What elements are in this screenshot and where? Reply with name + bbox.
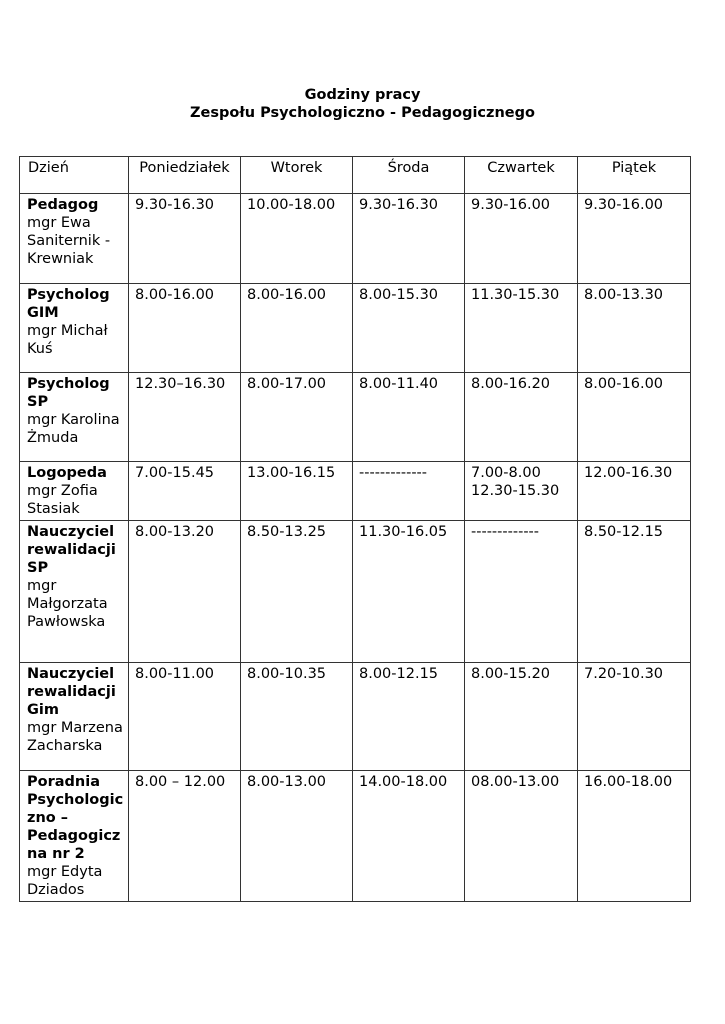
- hours-cell: 9.30-16.00: [465, 194, 578, 284]
- hours-cell: 8.00-12.15: [353, 663, 465, 771]
- hours-cell: 8.00-13.20: [129, 521, 241, 663]
- staff-cell: [20, 771, 129, 902]
- hours-cell: 8.00-13.00: [241, 771, 353, 902]
- hours-cell: 8.00-11.40: [353, 373, 465, 462]
- hours-cell: 8.00-17.00: [241, 373, 353, 462]
- table-row: [20, 771, 691, 902]
- staff-role: Nauczyciel rewalidacji SP: [27, 524, 116, 576]
- title-line-2: Zespołu Psychologiczno - Pedagogicznego: [190, 105, 535, 121]
- hours-cell: 8.00-11.00: [129, 663, 241, 771]
- hours-cell: 8.00-16.00: [578, 373, 691, 462]
- hours-cell: 08.00-13.00: [465, 771, 578, 902]
- hours-cell: 7.00-15.45: [129, 462, 241, 521]
- table-row: [20, 663, 691, 771]
- header-wednesday: Środa: [353, 157, 465, 194]
- hours-cell: 7.20-10.30: [578, 663, 691, 771]
- staff-person: mgr Małgorzata Pawłowska: [27, 578, 108, 630]
- hours-cell: 11.30-16.05: [353, 521, 465, 663]
- hours-cell: 13.00-16.15: [241, 462, 353, 521]
- hours-cell: 8.00-13.30: [578, 284, 691, 373]
- table-row: [20, 373, 691, 462]
- header-row: [20, 157, 691, 194]
- hours-cell: 7.00-8.00 12.30-15.30: [465, 462, 578, 521]
- hours-cell: 8.00-16.00: [129, 284, 241, 373]
- hours-cell: 9.30-16.00: [578, 194, 691, 284]
- hours-cell: 14.00-18.00: [353, 771, 465, 902]
- table-row: [20, 462, 691, 521]
- staff-person: mgr Zofia Stasiak: [27, 483, 98, 517]
- hours-cell: -------------: [353, 462, 465, 521]
- staff-person: mgr Edyta Dziados: [27, 864, 103, 898]
- hours-cell: 8.50-12.15: [578, 521, 691, 663]
- staff-person: mgr Marzena Zacharska: [27, 720, 123, 754]
- staff-role: Logopeda: [27, 465, 107, 481]
- header-tuesday: Wtorek: [241, 157, 353, 194]
- header-day: Dzień: [20, 157, 129, 194]
- header-monday: Poniedziałek: [129, 157, 241, 194]
- staff-cell: [20, 284, 129, 373]
- staff-role: Pedagog: [27, 197, 99, 213]
- hours-cell: 12.30–16.30: [129, 373, 241, 462]
- staff-cell: [20, 194, 129, 284]
- hours-cell: 8.00-16.20: [465, 373, 578, 462]
- hours-cell: 11.30-15.30: [465, 284, 578, 373]
- staff-cell: [20, 521, 129, 663]
- hours-cell: 9.30-16.30: [129, 194, 241, 284]
- staff-cell: [20, 373, 129, 462]
- table-row: [20, 521, 691, 663]
- hours-cell: 9.30-16.30: [353, 194, 465, 284]
- hours-cell: 8.00-15.30: [353, 284, 465, 373]
- staff-role: Psycholog GIM: [27, 287, 110, 321]
- hours-cell: 8.00-10.35: [241, 663, 353, 771]
- hours-cell: 16.00-18.00: [578, 771, 691, 902]
- hours-cell: 12.00-16.30: [578, 462, 691, 521]
- hours-cell: -------------: [465, 521, 578, 663]
- header-thursday: Czwartek: [465, 157, 578, 194]
- staff-role: Poradnia Psychologiczno – Pedagogiczna nr 2: [27, 774, 124, 862]
- staff-role: Psycholog SP: [27, 376, 110, 410]
- hours-cell: 10.00-18.00: [241, 194, 353, 284]
- hours-cell: 8.50-13.25: [241, 521, 353, 663]
- document-title: [0, 86, 725, 122]
- staff-cell: [20, 462, 129, 521]
- hours-cell: 8.00-15.20: [465, 663, 578, 771]
- header-friday: Piątek: [578, 157, 691, 194]
- schedule-table: [19, 156, 691, 902]
- hours-cell: 8.00-16.00: [241, 284, 353, 373]
- staff-person: mgr Michał Kuś: [27, 323, 108, 357]
- staff-role: Nauczyciel rewalidacji Gim: [27, 666, 116, 718]
- staff-person: mgr Ewa Saniternik - Krewniak: [27, 215, 111, 267]
- staff-person: mgr Karolina Żmuda: [27, 412, 120, 446]
- title-line-1: Godziny pracy: [304, 87, 421, 103]
- table-row: [20, 284, 691, 373]
- staff-cell: [20, 663, 129, 771]
- hours-cell: 8.00 – 12.00: [129, 771, 241, 902]
- table-row: [20, 194, 691, 284]
